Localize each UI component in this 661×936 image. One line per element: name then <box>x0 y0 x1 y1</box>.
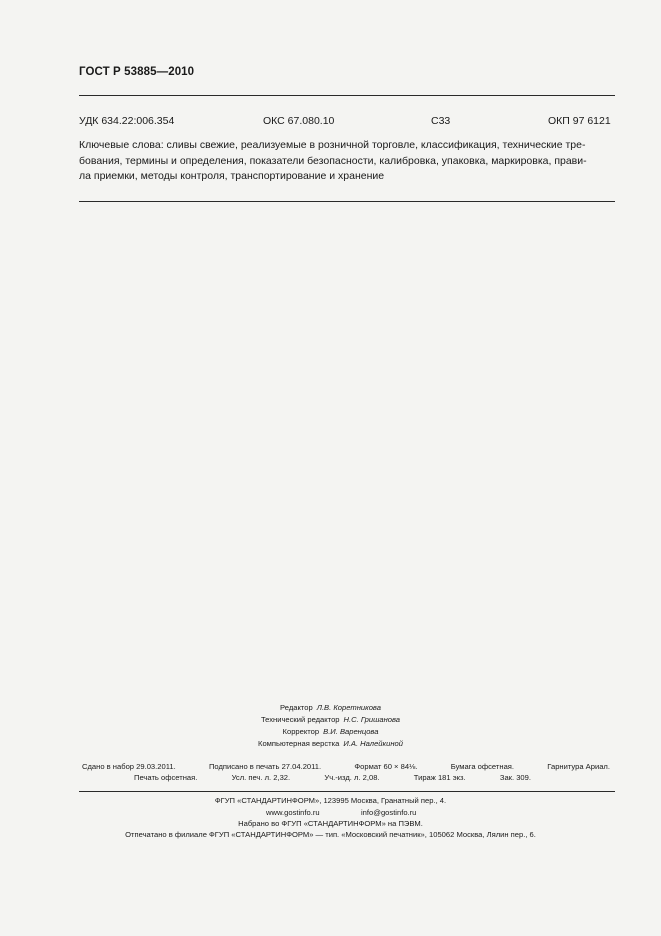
publisher-website[interactable]: www.gostinfo.ru <box>266 808 320 817</box>
credit-person: И.А. Налейкиной <box>343 739 403 748</box>
publication-field: Тираж 181 экз. <box>413 773 466 782</box>
credit-role: Корректор <box>282 727 320 736</box>
publication-field: Сдано в набор 29.03.2011. <box>82 762 176 771</box>
credit-person: Н.С. Гришанова <box>343 715 401 724</box>
keywords-paragraph <box>79 138 617 185</box>
printing-note: Отпечатано в филиале ФГУП «СТАНДАРТИНФОРМ» — тип. «Московский печатник», 105062 Москва, Лялин пер., 6. <box>125 830 536 839</box>
publication-field: Зак. 309. <box>499 773 531 782</box>
credit-tech-editor <box>0 715 661 724</box>
publication-row-1 <box>82 762 610 771</box>
credit-editor <box>0 703 661 712</box>
publisher-address: ФГУП «СТАНДАРТИНФОРМ», 123995 Москва, Гранатный пер., 4. <box>214 796 447 805</box>
udk-code: УДК 634.22:006.354 <box>79 115 175 127</box>
publication-field: Бумага офсетная. <box>450 762 515 771</box>
publication-field: Подписано в печать 27.04.2011. <box>208 762 322 771</box>
credit-person: В.И. Варенцова <box>323 727 379 736</box>
group-code: С33 <box>431 115 451 127</box>
keywords-line: ла приемки, методы контроля, транспортирование и хранение <box>79 170 385 183</box>
typeset-note: Набрано во ФГУП «СТАНДАРТИНФОРМ» на ПЭВМ. <box>238 819 423 828</box>
okp-code: ОКП 97 6121 <box>548 115 611 127</box>
divider-keywords <box>79 201 615 202</box>
credit-role: Редактор <box>280 703 313 712</box>
oks-code: ОКС 67.080.10 <box>263 115 335 127</box>
keywords-line: Ключевые слова: сливы свежие, реализуемые в розничной торговле, классификация, технические тре- <box>79 139 586 151</box>
credit-role: Технический редактор <box>260 715 340 724</box>
standard-code: ГОСТ Р 53885—2010 <box>79 66 195 78</box>
divider-imprint <box>79 791 615 792</box>
publication-field: Усл. печ. л. 2,32. <box>231 773 291 782</box>
publication-row-2 <box>134 773 531 782</box>
credit-layout <box>0 739 661 748</box>
publisher-email[interactable]: info@gostinfo.ru <box>361 808 417 817</box>
publication-field: Уч.-изд. л. 2,08. <box>324 773 380 782</box>
divider-top <box>79 95 615 96</box>
credit-proofreader <box>0 727 661 736</box>
publication-field: Формат 60 × 84⅛. <box>354 762 418 771</box>
credit-person: Л.В. Коретникова <box>316 703 381 712</box>
publication-field: Печать офсетная. <box>134 773 198 782</box>
credit-role: Компьютерная верстка <box>258 739 340 748</box>
keywords-line: бования, термины и определения, показатели безопасности, калибровка, упаковка, маркировка, прави- <box>79 154 587 167</box>
publication-field: Гарнитура Ариал. <box>547 762 610 771</box>
